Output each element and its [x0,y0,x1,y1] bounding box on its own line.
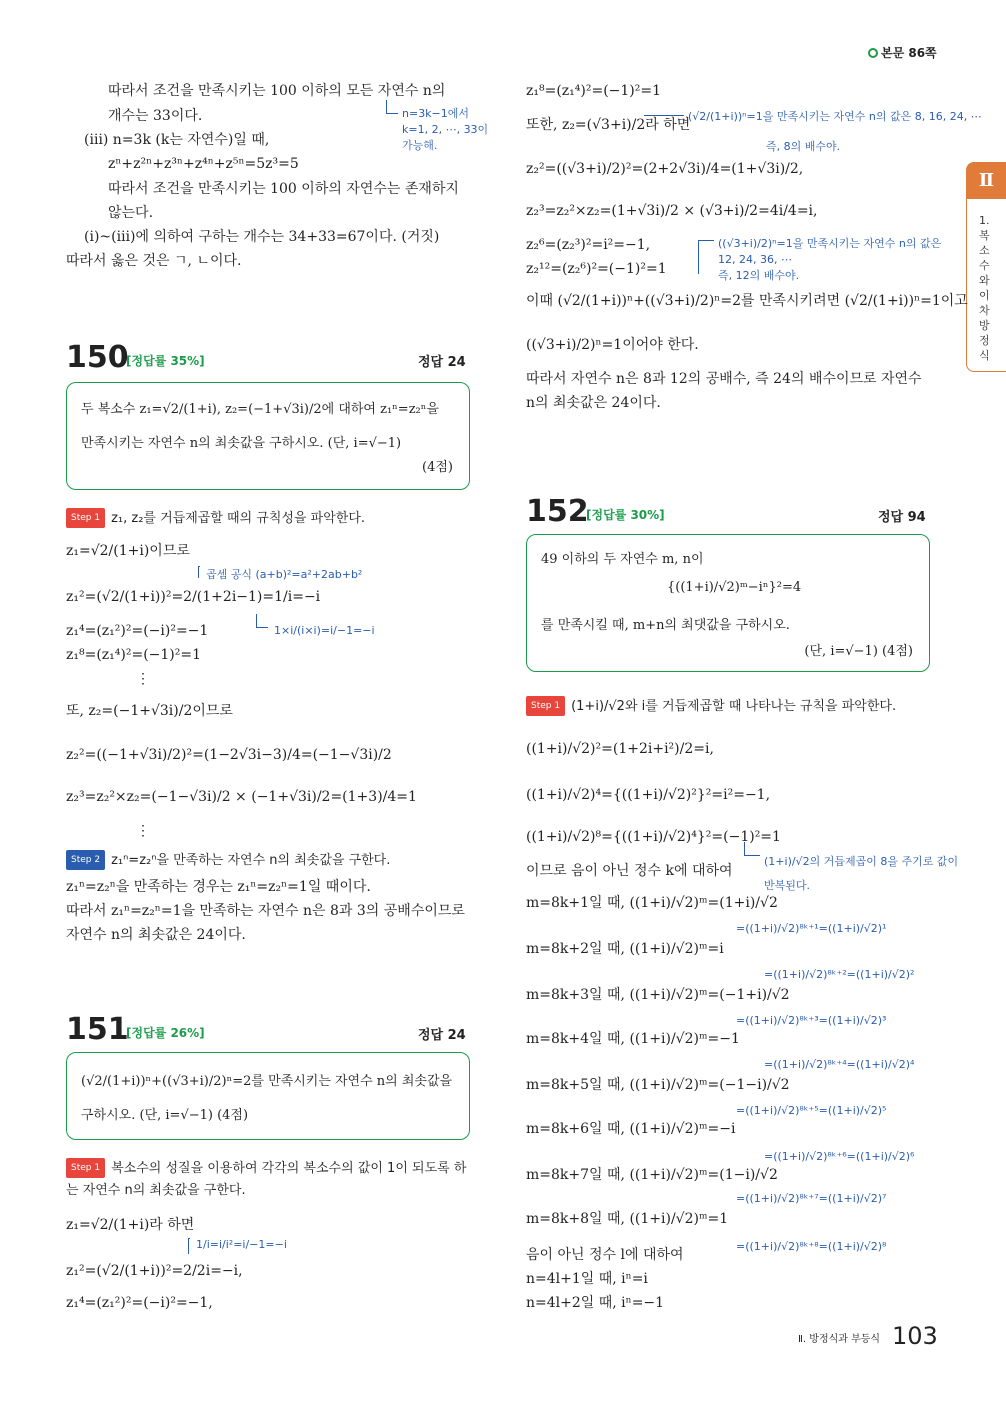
chapter-side-tab[interactable] [966,162,1006,372]
question-line: (√2/(1+i))ⁿ+((√3+i)/2)ⁿ=2를 만족시키는 자연수 n의 최솟값을 [81,1074,453,1089]
step-badge: Step 1 [526,696,565,716]
correct-rate: [정답률 30%] [586,508,665,522]
math-line: ((1+i)/√2)²=(1+2i+i²)/2=i, [526,741,714,757]
question-number: 150 [66,340,129,375]
math-line: 또한, z₂=(√3+i)/2라 하면 [526,117,691,133]
circle-icon [868,48,878,58]
note-connector [698,240,714,274]
math-line: z₂³=z₂²×z₂=(−1−√3i)/2 × (−1+√3i)/2=(1+3)/4=1 [66,789,417,805]
side-note: 즉, 8의 배수야. [766,140,841,153]
case-row: m=8k+3일 때, ((1+i)/√2)ᵐ=(−1+i)/√2 [526,987,790,1003]
points-label: (단, i=√−1) (4점) [804,644,913,659]
question-line: 만족시키는 자연수 n의 최솟값을 구하시오. (단, i=√−1) [81,436,402,451]
text-line: n의 최솟값은 24이다. [526,395,661,411]
math-line: z₂³=z₂²×z₂=(1+√3i)/2 × (√3+i)/2=4i/4=i, [526,203,818,219]
case-row: m=8k+7일 때, ((1+i)/√2)ᵐ=(1−i)/√2 [526,1167,778,1183]
case-note: =((1+i)/√2)⁸ᵏ⁺³=((1+i)/√2)³ [736,1014,887,1027]
side-note: n=3k−1에서 k=1, 2, ⋯, 33이 가능해. [402,107,489,152]
math-line: n=4l+1일 때, iⁿ=i [526,1271,648,1287]
case-note: =((1+i)/√2)⁸ᵏ⁺¹=((1+i)/√2)¹ [736,922,887,935]
answer-label: 정답 24 [418,1028,466,1043]
text-line: 자연수 n의 최솟값은 24이다. [66,927,246,943]
math-line: 또, z₂=(−1+√3i)/2이므로 [66,703,233,719]
side-note: 1×i/(i×i)=i/−1=−i [274,624,375,637]
math-line: ((1+i)/√2)⁸={((1+i)/√2)⁴}²=(−1)²=1 [526,829,781,845]
text-line: 않는다. [108,205,154,221]
math-line: z₂²=((−1+√3i)/2)²=(1−2√3i−3)/4=(−1−√3i)/2 [66,747,392,763]
case-row: m=8k+4일 때, ((1+i)/√2)ᵐ=−1 [526,1031,740,1047]
case-row: m=8k+6일 때, ((1+i)/√2)ᵐ=−i [526,1121,736,1137]
text-line: 음이 아닌 정수 l에 대하여 [526,1247,684,1263]
text-line: 따라서 자연수 n은 8과 12의 공배수, 즉 24의 배수이므로 자연수 [526,371,922,387]
question-number: 152 [526,494,589,529]
math-line: z₁=√2/(1+i)이므로 [66,543,190,559]
question-line: 49 이하의 두 자연수 m, n이 [541,552,704,567]
note-connector [256,614,268,628]
math-line: z₂⁶=(z₂³)²=i²=−1, [526,237,651,253]
question-line: 구하시오. (단, i=√−1) (4점) [81,1108,249,1123]
correct-rate: [정답률 26%] [126,1026,205,1040]
math-line: z₂²=((√3+i)/2)²=(2+2√3i)/4=(1+√3i)/2, [526,161,804,177]
text-line: 이므로 음이 아닌 정수 k에 대하여 [526,863,733,879]
case-row: m=8k+2일 때, ((1+i)/√2)ᵐ=i [526,941,724,957]
step-heading: Step 2 z₁ⁿ=z₂ⁿ을 만족하는 자연수 n의 최솟값을 구한다. [66,850,390,870]
text-line: (ⅰ)~(ⅲ)에 의하여 구하는 개수는 34+33=67이다. (거짓) [84,229,440,245]
case-note: =((1+i)/√2)⁸ᵏ⁺⁶=((1+i)/√2)⁶ [764,1150,915,1163]
points-label: (4점) [422,460,453,475]
case-row: m=8k+8일 때, ((1+i)/√2)ᵐ=1 [526,1211,729,1227]
math-line: z₁²=(√2/(1+i))²=2/2i=−i, [66,1263,243,1279]
note-connector [198,566,200,578]
math-line: ((√3+i)/2)ⁿ=1이어야 한다. [526,337,699,353]
math-line: z₁⁴=(z₁²)²=(−i)²=−1 [66,623,209,639]
math-line: ((1+i)/√2)⁴={((1+i)/√2)²}²=i²=−1, [526,787,771,803]
text-line: 따라서 옳은 것은 ㄱ, ㄴ이다. [66,253,242,269]
step-heading: Step 1 z₁, z₂를 거듭제곱할 때의 규칙성을 파악한다. [66,508,365,528]
step-heading: Step 1 (1+i)/√2와 i를 거듭제곱할 때 나타나는 규칙을 파악한다. [526,696,896,716]
ellipsis: ⋮ [136,671,150,687]
math-line: z₂¹²=(z₂⁶)²=(−1)²=1 [526,261,667,277]
step-badge: Step 1 [66,1158,105,1178]
chapter-roman-numeral: Ⅱ [967,163,1006,199]
case-note: =((1+i)/√2)⁸ᵏ⁺⁸=((1+i)/√2)⁸ [736,1240,887,1253]
math-line: z₁=√2/(1+i)라 하면 [66,1217,195,1233]
math-line: z₁²=(√2/(1+i))²=2/(1+2i−1)=1/i=−i [66,589,321,605]
note-connector [386,100,398,114]
step-heading: Step 1 복소수의 성질을 이용하여 각각의 복소수의 값이 1이 되도록 하 [66,1158,466,1178]
page-number: 103 [892,1322,938,1350]
question-equation: {((1+i)/√2)ᵐ−iⁿ}²=4 [667,580,802,595]
case-note: =((1+i)/√2)⁸ᵏ⁺⁵=((1+i)/√2)⁵ [736,1104,887,1117]
math-line: 이때 (√2/(1+i))ⁿ+((√3+i)/2)ⁿ=2를 만족시키려면 (√2/(1+i))ⁿ=1이고 [526,293,968,309]
question-box [66,382,470,490]
answer-label: 정답 24 [418,355,466,370]
side-note: 1/i=i/i²=i/−1=−i [196,1238,287,1251]
footer-section: Ⅱ. 방정식과 부등식 [798,1334,881,1345]
step-badge: Step 1 [66,508,105,528]
step-badge: Step 2 [66,850,105,870]
ellipsis: ⋮ [136,823,150,839]
math-line: z₁⁸=(z₁⁴)²=(−1)²=1 [526,83,662,99]
question-box [66,1052,470,1140]
text-line: (ⅲ) n=3k (k는 자연수)일 때, [84,132,270,148]
question-box [526,534,930,672]
case-note: =((1+i)/√2)⁸ᵏ⁺⁴=((1+i)/√2)⁴ [764,1058,915,1071]
case-note: =((1+i)/√2)⁸ᵏ⁺²=((1+i)/√2)² [764,968,915,981]
text-line: 따라서 조건을 만족시키는 100 이하의 자연수는 존재하지 [108,181,459,197]
question-line: 두 복소수 z₁=√2/(1+i), z₂=(−1+√3i)/2에 대하여 z₁ⁿ=z₂ⁿ을 [81,402,439,417]
math-line: z₁⁴=(z₁²)²=(−i)²=−1, [66,1295,213,1311]
text-line: z₁ⁿ=z₂ⁿ을 만족하는 경우는 z₁ⁿ=z₂ⁿ=1일 때이다. [66,879,371,895]
side-note: ((√3+i)/2)ⁿ=1을 만족시키는 자연수 n의 값은 12, 24, 36, ⋯ 즉, 12의 배수야. [718,237,942,282]
side-note: 곱셈 공식 (a+b)²=a²+2ab+b² [206,568,363,581]
question-line: 를 만족시킬 때, m+n의 최댓값을 구하시오. [541,618,790,633]
answer-label: 정답 94 [878,510,926,525]
page-reference: 본문 86쪽 [868,44,937,61]
math-line: zⁿ+z²ⁿ+z³ⁿ+z⁴ⁿ+z⁵ⁿ=5z³=5 [108,156,299,172]
side-note: (√2/(1+i))ⁿ=1을 만족시키는 자연수 n의 값은 8, 16, 24, ⋯ [688,110,982,123]
note-connector [744,842,760,856]
note-connector [644,98,684,116]
text-line: 따라서 조건을 만족시키는 100 이하의 모든 자연수 n의 [108,83,446,99]
math-line: n=4l+2일 때, iⁿ=−1 [526,1295,665,1311]
correct-rate: [정답률 35%] [126,354,205,368]
case-note: =((1+i)/√2)⁸ᵏ⁺⁷=((1+i)/√2)⁷ [736,1192,887,1205]
side-note: (1+i)/√2의 거듭제곱이 8을 주기로 값이 반복된다. [764,855,959,892]
text-line: 개수는 33이다. [108,108,203,124]
math-line: z₁⁸=(z₁⁴)²=(−1)²=1 [66,647,202,663]
note-connector [188,1238,190,1254]
question-number: 151 [66,1012,129,1047]
chapter-title: 1. 복소수와 이차방정식 [979,214,990,362]
step-heading-cont: 는 자연수 n의 최솟값을 구한다. [66,1183,246,1198]
case-row: m=8k+1일 때, ((1+i)/√2)ᵐ=(1+i)/√2 [526,895,778,911]
text-line: 따라서 z₁ⁿ=z₂ⁿ=1을 만족하는 자연수 n은 8과 3의 공배수이므로 [66,903,465,919]
case-row: m=8k+5일 때, ((1+i)/√2)ᵐ=(−1−i)/√2 [526,1077,790,1093]
